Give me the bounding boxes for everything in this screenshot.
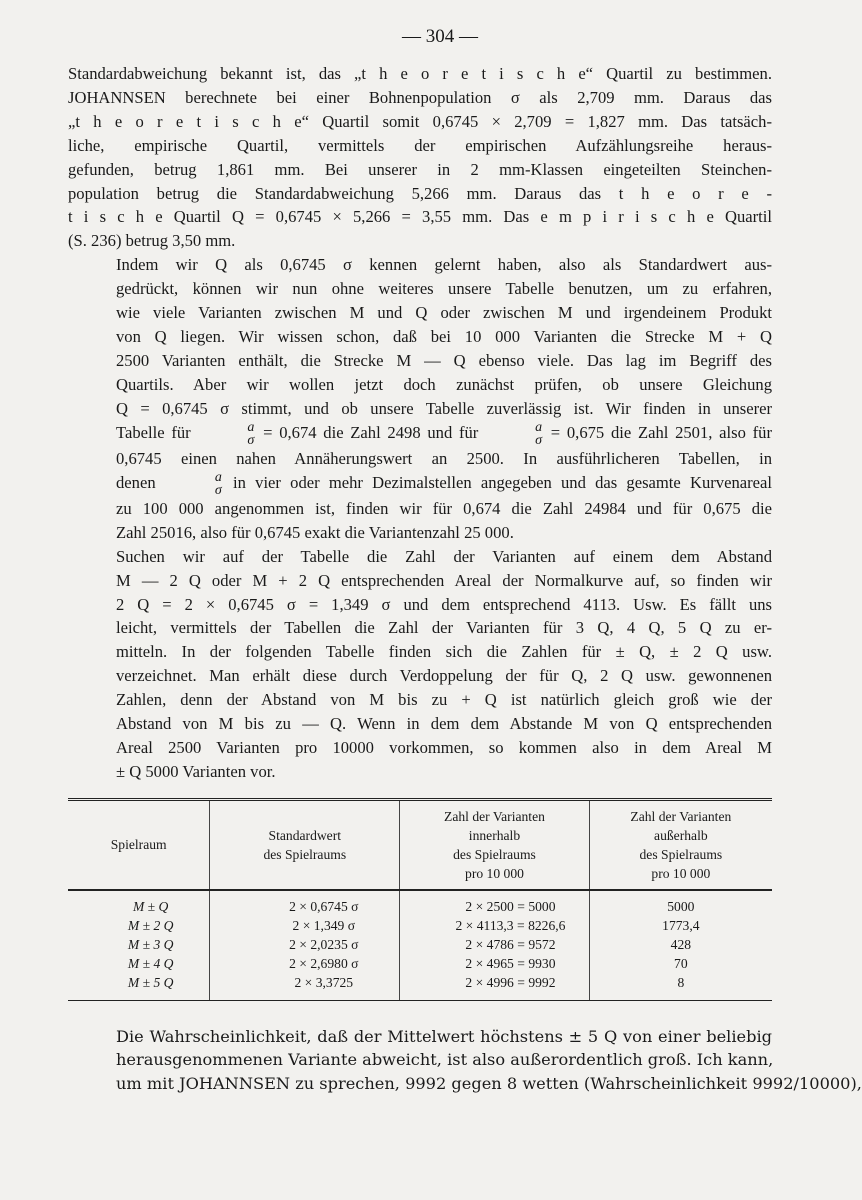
- page-number: — 304 —: [402, 26, 478, 47]
- table-cell: 2 × 2,6980 σ: [210, 954, 400, 973]
- table-row: [68, 935, 772, 954]
- table-cell: 2 × 4786 = 9572: [400, 935, 589, 954]
- paragraph-1: [68, 62, 772, 253]
- page: [68, 26, 862, 1095]
- text-line: herausgenommenen Variante abweicht, ist also außerordentlich groß. Ich kann,: [116, 1050, 774, 1070]
- fraction-a-over-sigma: a σ: [535, 419, 543, 448]
- fraction-line-2: denen a σ in vier oder mehr Dezimalstellen angegeben und das gesamte Kurvenareal: [116, 469, 772, 498]
- text-line: verzeichnet. Man erhält diese durch Verdoppelung der für Q, 2 Q usw. gewonnenen: [116, 666, 772, 686]
- table-cell: 2 × 4113,3 = 8226,6: [400, 916, 589, 935]
- text-line: leicht, vermittels der Tabellen die Zahl der Varianten für 3 Q, 4 Q, 5 Q zu er-: [116, 618, 772, 638]
- text-line: Standardabweichung bekannt ist, das „t h e o r e t i s c h e“ Quartil zu bestimmen.: [68, 64, 772, 83]
- table-row: [68, 954, 772, 973]
- fraction-line-1: Tabelle für a σ = 0,674 die Zahl 2498 und für a σ = 0,675 die Zahl 2501, also für: [116, 419, 772, 448]
- table-cell: 428: [589, 935, 772, 954]
- text-line: um mit JOHANNSEN zu sprechen, 9992 gegen 8 wetten (Wahrscheinlichkeit 9992/10000),: [116, 1073, 862, 1093]
- column-header: Zahl der Varianten außerhalb des Spielraums pro 10 000: [589, 799, 772, 890]
- table-cell: 5000: [589, 890, 772, 916]
- table-cell: M ± 2 Q: [127, 917, 174, 933]
- text-line: Suchen wir auf der Tabelle die Zahl der Varianten auf einem dem Abstand: [116, 546, 772, 566]
- text-line: Indem wir Q als 0,6745 σ kennen gelernt haben, also als Standardwert aus-: [116, 255, 772, 275]
- text-line: Zahlen, denn der Abstand von M bis zu + Q ist natürlich gleich groß wie der: [116, 690, 772, 710]
- text-line: 2500 Varianten enthält, die Strecke M — Q ebenso viele. Das lag im Begriff des: [116, 350, 772, 370]
- paragraph-2: [68, 253, 772, 544]
- table-row: [68, 973, 772, 1000]
- table-cell: M ± 4 Q: [127, 955, 174, 971]
- text-line: gedrückt, können wir nun ohne weiteres unsere Tabelle benutzen, um zu erfahren,: [116, 279, 772, 299]
- text-line: M — 2 Q oder M + 2 Q entsprechenden Areal der Normalkurve auf, so finden wir: [116, 570, 772, 590]
- text-line: JOHANNSEN berechnete bei einer Bohnenpopulation σ als 2,709 mm. Daraus das: [68, 87, 772, 107]
- text-line: von Q liegen. Wir wissen schon, daß bei 10 000 Varianten die Strecke M + Q: [116, 326, 772, 346]
- text-line: 2 Q = 2 × 0,6745 σ = 1,349 σ und dem entsprechend 4113. Usw. Es fällt uns: [116, 594, 772, 614]
- text-line: wie viele Varianten zwischen M und Q oder zwischen M und irgendeinem Produkt: [116, 303, 772, 323]
- column-header: Zahl der Varianten innerhalb des Spielraums pro 10 000: [400, 799, 589, 890]
- table-cell: 2 × 3,3725: [210, 973, 400, 1000]
- table-cell: 2 × 4965 = 9930: [400, 954, 589, 973]
- text-line: Quartils. Aber wir wollen jetzt doch zunächst prüfen, ob unsere Gleichung: [116, 374, 772, 394]
- table-cell: 1773,4: [589, 916, 772, 935]
- text-line: Abstand von M bis zu — Q. Wenn in dem dem Abstande M von Q entsprechenden: [116, 714, 772, 734]
- text-line: t i s c h e Quartil Q = 0,6745 × 5,266 = 3,55 mm. Das e m p i r i s c h e Quartil: [68, 207, 772, 227]
- table-cell: 2 × 4996 = 9992: [400, 973, 589, 1000]
- text-line: (S. 236) betrug 3,50 mm.: [68, 231, 236, 251]
- text-line: zu 100 000 angenommen ist, finden wir für 0,674 die Zahl 24984 und für 0,675 die: [116, 498, 772, 518]
- table-cell: 8: [589, 973, 772, 1000]
- text-line: 0,6745 einen nahen Annäherungswert an 2500. In ausführlicheren Tabellen, in: [116, 448, 772, 468]
- text-line: Die Wahrscheinlichkeit, daß der Mittelwert höchstens ± 5 Q von einer beliebig: [116, 1026, 772, 1046]
- table-cell: M ± 3 Q: [127, 936, 174, 952]
- text-line: mitteln. In der folgenden Tabelle finden sich die Zahlen für ± Q, ± 2 Q usw.: [116, 642, 772, 662]
- table-row: [68, 916, 772, 935]
- table-cell: 2 × 2,0235 σ: [210, 935, 400, 954]
- text-line: „t h e o r e t i s c h e“ Quartil somit 0,6745 × 2,709 = 1,827 mm. Das tatsäch-: [68, 111, 772, 131]
- column-header: Spielraum: [110, 837, 167, 853]
- text-line: Zahl 25016, also für 0,6745 exakt die Variantenzahl 25 000.: [116, 522, 514, 542]
- table-cell: 2 × 0,6745 σ: [210, 890, 400, 916]
- text-line: population betrug die Standardabweichung 5,266 mm. Daraus das t h e o r e -: [68, 183, 772, 203]
- table-cell: M ± 5 Q: [127, 974, 174, 990]
- paragraph-3: [68, 545, 772, 784]
- table-row: [68, 890, 772, 916]
- table-cell: 70: [589, 954, 772, 973]
- text-line: ± Q 5000 Varianten vor.: [116, 761, 276, 781]
- text-line: gefunden, betrug 1,861 mm. Bei unserer in 2 mm-Klassen eingeteilten Steinchen-: [68, 159, 772, 179]
- table-cell: M ± Q: [132, 898, 169, 914]
- quartile-table: [68, 798, 772, 1000]
- text-line: Areal 2500 Varianten pro 10000 vorkommen, so kommen also in dem Areal M: [116, 737, 772, 757]
- text-line: liche, empirische Quartil, vermittels der empirischen Aufzählungsreihe heraus-: [68, 135, 772, 155]
- table-bottom-rule: [68, 1000, 772, 1001]
- table-cell: 2 × 1,349 σ: [210, 916, 400, 935]
- closing-paragraph: [68, 1025, 862, 1096]
- table-cell: 2 × 2500 = 5000: [400, 890, 589, 916]
- fraction-a-over-sigma: a σ: [214, 469, 222, 498]
- column-header: Standardwert des Spielraums: [210, 799, 400, 890]
- fraction-a-over-sigma: a σ: [247, 419, 255, 448]
- text-line: Q = 0,6745 σ stimmt, und ob unsere Tabelle zuverlässig ist. Wir finden in unserer: [116, 398, 772, 418]
